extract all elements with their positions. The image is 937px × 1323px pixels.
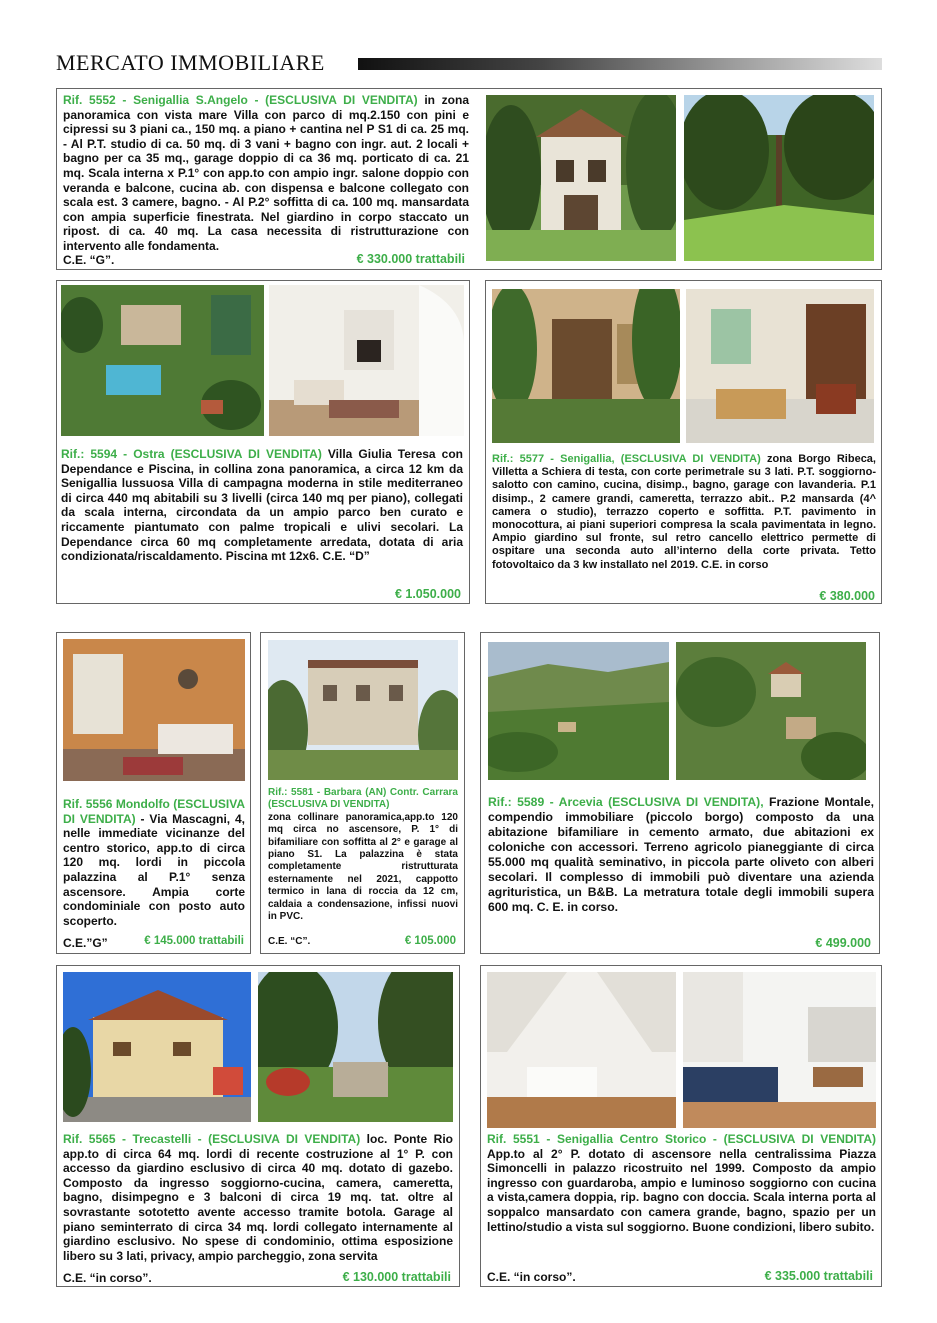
listing-body: App.to al 2° P. dotato di ascensore nella centralissima Piazza Simoncelli in palazzo ricostruito nel 1999. Composto da ampio ingresso con guardaroba, ampio e luminoso soggiorno con cucina a vista,camera doppia, rip. bagno con doccia. Scala interna porta al soppalco mansardato con camera grande, bagno, spazio per un lettino/studio a vista sul soggiorno. Buone condizioni, libero subito.	[487, 1146, 876, 1234]
aerial-farmhouse-photo	[676, 642, 866, 780]
listing-ref: Rif. 5556 Mondolfo (ESCLUSIVA DI VENDITA)	[63, 797, 245, 826]
open-plan-living-photo	[683, 972, 876, 1128]
listing-body: zona Borgo Ribeca, Villetta a Schiera di testa, con corte perimetrale su 3 lati. P.T. soggiorno-salotto con camino, cucina, disimp., bagno, garage con lavanderia. P.1 disimp., 2 camere grandi, cameretta, terrazzo abit.. P.2 mansarda (4^ camera o studio), terrazzo coperto e soffitta. P.T. pavimento in monocottura, ai piani superiori compresa la scala pavimentata in legno. Ampio giardino sul fronte, sul retro cancello elettrico permette di ospitare una seconda auto all’interno della corte privata. Tetto fotovoltaico da 3 kw installato nel 2019. C.E. in corso	[492, 453, 876, 571]
apartment-building-photo	[63, 972, 251, 1122]
listing-card-5565[interactable]	[56, 965, 460, 1287]
energy-class: C.E. “C”.	[268, 936, 311, 947]
listing-body: Villa Giulia Teresa con Dependance e Piscina, in collina zona panoramica, a circa 12 km da Senigallia lussuosa Villa di campagna moderna in stile mediterraneo di circa 440 mq abitabili su 3 livelli (circa 140 mq per piano), collegati da scala interna, circondata da un ampio parco ben curato e riccamente piantumato con palme tropicali e ulivi secolari. La Dependance circa 60 mq completamente arredata, dotata di aria condizionata/riscaldamento. Piscina mt 12x6. C.E. “D”	[61, 447, 463, 564]
listing-text	[488, 795, 874, 915]
listing-body: zona collinare panoramica,app.to 120 mq circa no ascensore, P. 1° di bifamiliare con soffitta al 2° e garage al piano S1. La palazzina è stata completamente ristrutturata esternamente nel 2021, cappotto termico in lana di roccia da 12 cm, caldaia a condensazione, infissi nuovi in PVC.	[268, 811, 458, 923]
listing-ref: Rif.: 5589 - Arcevia (ESCLUSIVA DI VENDITA),	[488, 795, 764, 809]
garden-photo	[684, 95, 874, 261]
listing-card-5577[interactable]	[485, 280, 882, 604]
listing-text	[492, 453, 876, 572]
living-room-photo	[269, 285, 464, 436]
listing-card-5556[interactable]	[56, 632, 251, 954]
aerial-countryside-photo	[488, 642, 669, 780]
listing-card-5594[interactable]	[56, 280, 470, 604]
listing-ref: Rif.: 5581 - Barbara (AN) Contr. Carrara (ESCLUSIVA DI VENDITA)	[268, 787, 458, 811]
listing-price: € 145.000 trattabili	[144, 935, 244, 947]
listing-text	[61, 447, 463, 564]
listing-body: loc. Ponte Rio app.to di circa 64 mq. lordi di recente costruzione al 1° P. con accesso da giardino esclusivo di circa 40 mq. dotato di gazebo. Composto da ingresso soggiorno-cucina, camera, cameretta, bagno, disimpegno e 3 balconi di circa 19 mq. tat. oltre al sovrastante sototetto avente accesso tramite botola. Garage al piano seminterrato di circa 34 mq. lordi collegato internamente al giardino esclusivo. No spese di condominio, ottima esposizione libero su 3 lati, privacy, ampio parcheggio, zona servita	[63, 1132, 453, 1263]
energy-class: C.E.”G”	[63, 936, 108, 950]
listing-card-5589[interactable]	[480, 632, 880, 954]
listing-card-5551[interactable]	[480, 965, 882, 1287]
listing-price: € 1.050.000	[394, 587, 461, 601]
listing-price: € 330.000 trattabili	[356, 252, 465, 266]
listing-price: € 335.000 trattabili	[764, 1269, 873, 1283]
villa-exterior-photo	[486, 95, 676, 261]
living-room-photo	[686, 289, 874, 443]
listing-text	[63, 797, 245, 928]
listing-text	[268, 787, 458, 923]
listing-card-5552[interactable]	[56, 88, 882, 270]
listing-price: € 499.000	[815, 936, 871, 950]
listing-ref: Rif. 5552 - Senigallia S.Angelo - (ESCLUSIVA DI VENDITA)	[63, 93, 418, 107]
listing-ref: Rif.: 5594 - Ostra (ESCLUSIVA DI VENDITA)	[61, 447, 322, 461]
listing-body: Frazione Montale, compendio immobiliare (piccolo borgo) composto da una abitazione bifamiliare in cemento armato, due abitazioni ex coloniche con accessori. Terreno agricolo pianeggiante di circa 55.000 mq qualità seminativo, in piccola parte oliveto con alberi secolari. Il complesso di immobili può diventare una azienda agrituristica, un B&B. La metratura totale degli immobili supera 600 mq. C. E. in corso.	[488, 795, 874, 914]
aerial-pool-photo	[61, 285, 264, 436]
energy-class: C.E. “in corso”.	[63, 1271, 152, 1285]
listing-body: in zona panoramica con vista mare Villa con parco di mq.2.150 con pini e cipressi su 3 piani ca., 150 mq. a piano + cantina nel P S1 di ca. 25 mq. - Al P.T. studio di ca. 50 mq. di 3 vani + bagno con ingr. aut. 2 locali + bagno per ca 35 mq., garage doppio di ca 36 mq. porticato di ca. 21 mq. Scala interna x P.1° con app.to con ampio ingr. salone doppio con veranda e balcone, cucina ab. con dispensa e balcone collegato con scala est. 3 camere, bagno. - Al P.2° soffitta di ca. 100 mq. mansardata con ampia superficie finestrata. Nel giardino in corpo staccato un ripost. di ca. 40 mq. La casa necessita di ristrutturazione con intervento alle fondamenta.	[63, 93, 470, 253]
listing-ref: Rif.: 5577 - Senigallia, (ESCLUSIVA DI VENDITA)	[492, 453, 761, 465]
listing-price: € 105.000	[404, 935, 456, 947]
attic-bedroom-photo	[487, 972, 676, 1128]
apartment-living-photo	[63, 639, 245, 781]
listing-price: € 130.000 trattabili	[342, 1270, 451, 1284]
listing-card-5581[interactable]	[260, 632, 465, 954]
listing-text	[63, 1132, 453, 1263]
building-exterior-photo	[268, 640, 458, 780]
townhouse-entrance-photo	[492, 289, 680, 443]
listing-text	[63, 93, 469, 254]
listing-ref: Rif. 5551 - Senigallia Centro Storico - (ESCLUSIVA DI VENDITA)	[487, 1132, 876, 1146]
listing-ref: Rif. 5565 - Trecastelli - (ESCLUSIVA DI VENDITA)	[63, 1132, 361, 1146]
listing-price: € 380.000	[819, 589, 875, 603]
private-garden-photo	[258, 972, 453, 1122]
energy-class: C.E. “in corso”.	[487, 1270, 576, 1284]
listing-body: - Via Mascagni, 4, nelle immediate vicinanze del centro storico, app.to di circa 120 mq. lordi in piccola palazzina al P.1° senza ascensore. Ampia corte condominiale con posto auto scoperto.	[63, 811, 245, 928]
energy-class: C.E. “G”.	[63, 253, 115, 267]
listing-text	[487, 1132, 876, 1234]
title-bar	[358, 58, 882, 70]
page-title: MERCATO IMMOBILIARE	[56, 50, 325, 75]
